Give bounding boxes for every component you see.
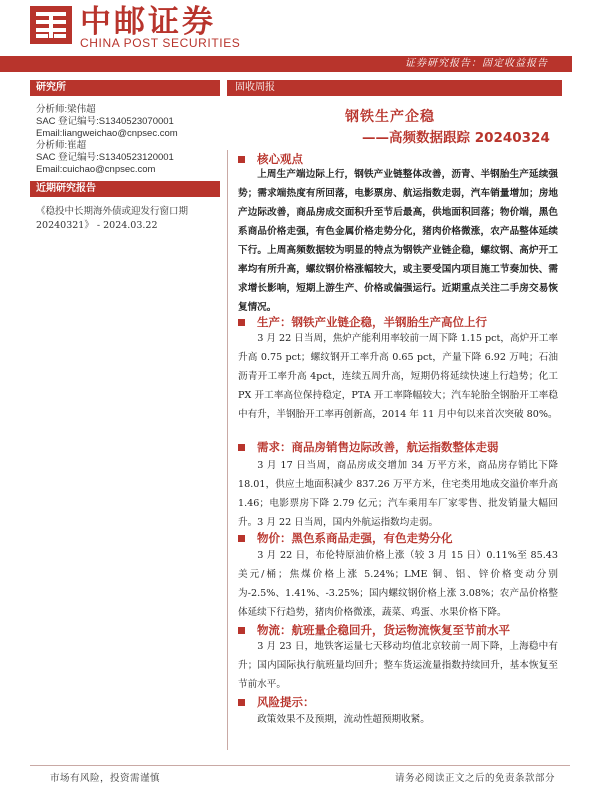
- recent-report-link[interactable]: 《稳投中长期海外债或迎发行窗口期 20240321》 - 2024.03.22: [36, 206, 189, 231]
- section-title: 物流：航班量企稳回升，货运物流恢复至节前水平: [257, 623, 510, 637]
- section-heading: [238, 530, 453, 546]
- section-heading: [238, 314, 487, 330]
- footer-disclaimer: 请务必阅读正文之后的免责条款部分: [394, 773, 555, 784]
- square-bullet-icon: [238, 627, 245, 634]
- section-body: 上周生产端边际上行，钢铁产业链整体改善，沥青、半钢胎生产延续强势；需求端热度有所回落，电影票房、航运指数走弱，汽车销量增加；房地产边际改善，商品房成交面积升至节后最高，供地面积回落；物价端，黑色系商品价格走强，有色金属价格走势分化，猪肉价格微涨，农产品整体延续下行。上周高频数据较为明显的特点为钢铁产业链企稳，螺纹钢、高炉开工率均有所升高，螺纹钢价格涨幅较大，或主要受国内项目施工节奏加快、需求增长影响，短期上游生产、价格或偏强运行。近期重点关注二手房交易恢复情况。: [238, 169, 558, 313]
- section-body: 3 月 22 日当周，焦炉产能利用率较前一周下降 1.15 pct，高炉开工率升高 0.75 pct；螺纹钢开工率升高 0.65 pct，产量下降 6.92 万吨；石油沥青开工率升高 4pct，连续五周升高，短期仍将延续快速上行趋势；化工 PX 开工率高位保持稳定，PTA 开工率降幅较大；汽车轮胎全钢胎开工率稳中有升，半钢胎开工率再创新高，2014 年 11 月中旬以来首次突破 80%。: [238, 333, 558, 420]
- section-body: 3 月 23 日，地铁客运量七天移动均值北京较前一周下降，上海稳中有升；国内国际执行航班量均回升；整车货运流量指数持续回升，基本恢复至节前水平。: [238, 641, 558, 690]
- report-type: 证券研究报告：固定收益报告: [405, 58, 548, 69]
- square-bullet-icon: [238, 535, 245, 542]
- square-bullet-icon: [238, 699, 245, 706]
- report-category: 固收周报: [227, 80, 562, 96]
- square-bullet-icon: [238, 156, 245, 163]
- section-title: 核心观点: [257, 152, 303, 166]
- report-title: 钢铁生产企稳: [345, 109, 435, 125]
- section-title: 风险提示：: [257, 695, 315, 709]
- square-bullet-icon: [238, 319, 245, 326]
- footer-divider: [30, 765, 570, 766]
- square-bullet-icon: [238, 444, 245, 451]
- report-type-bar: [0, 56, 572, 72]
- section-body: 3 月 17 日当周，商品房成交增加 34 万平方米，商品房存销比下降 18.01，供应土地面积减少 837.26 万平方米，住宅类用地成交溢价率升高 1.46；电影票房下降 2.79 亿元；汽车乘用车厂家零售、批发销量大幅回升。3 月 22 日当周，国内外航运指数均走弱。: [238, 460, 558, 528]
- section-body: 政策效果不及预期，流动性超预期收紧。: [257, 714, 430, 725]
- section-heading: [238, 622, 510, 638]
- section-title: 需求：商品房销售边际改善，航运指数整体走弱: [257, 440, 499, 454]
- analyst-line: 分析师:崔超: [36, 140, 87, 151]
- column-divider: [227, 150, 228, 750]
- analyst-email[interactable]: Email:liangweichao@cnpsec.com: [36, 128, 178, 139]
- analyst-line: 分析师:梁伟超: [36, 104, 96, 115]
- china-post-logo-icon: [30, 6, 72, 44]
- section-body: 3 月 22 日，布伦特原油价格上涨（较 3 月 15 日）0.11%至 85.43 美元/桶；焦煤价格上涨 5.24%；LME 铜、铝、锌价格变动分别为-2.5%、1.41%、-3.25%；国内螺纹钢价格上涨 3.08%；农产品价格整体延续下行趋势，猪肉价格微涨，蔬菜、鸡蛋、水果价格下降。: [238, 550, 558, 618]
- analyst-line: SAC 登记编号:S1340523070001: [36, 116, 174, 127]
- recent-reports-header: 近期研究报告: [30, 181, 220, 197]
- brand-name-en: CHINA POST SECURITIES: [80, 36, 241, 50]
- brand-name-cn: 中邮证券: [80, 4, 216, 40]
- analyst-email[interactable]: Email:cuichao@cnpsec.com: [36, 164, 156, 175]
- researcher-section-header: 研究所: [30, 80, 220, 96]
- analyst-line: SAC 登记编号:S1340523120001: [36, 152, 174, 163]
- section-heading: [238, 694, 315, 710]
- footer-risk-note: 市场有风险，投资需谨慎: [50, 773, 161, 784]
- report-subtitle: ——高频数据跟踪 20240324: [362, 130, 550, 146]
- section-heading: [238, 439, 499, 455]
- section-title: 物价：黑色系商品走强，有色走势分化: [257, 531, 453, 545]
- section-title: 生产：钢铁产业链企稳，半钢胎生产高位上行: [257, 315, 487, 329]
